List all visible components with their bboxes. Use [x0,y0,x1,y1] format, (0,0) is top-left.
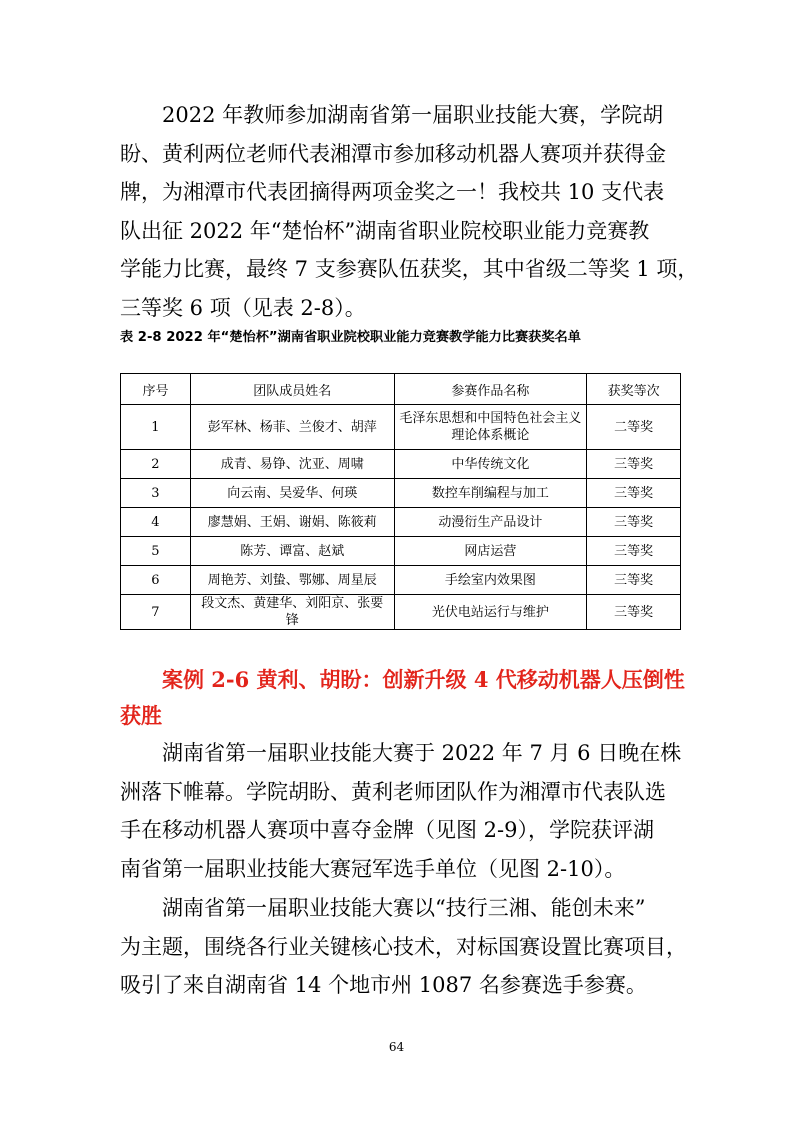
heading-line: 获胜 [120,703,162,728]
header-work-title: 参赛作品名称 [394,374,587,405]
cell-work-title: 光伏电站运行与维护 [394,595,587,630]
cell-team-members: 周艳芳、刘蛰、鄂娜、周星辰 [190,566,394,595]
header-award-level: 获奖等次 [587,374,681,405]
cell-team-members: 陈芳、谭富、赵斌 [190,537,394,566]
text-line: 手在移动机器人赛项中喜夺金牌（见图 2-9），学院获评湖 [120,818,654,843]
cell-index: 2 [121,450,191,479]
cell-award-level: 三等奖 [587,595,681,630]
text-line: 三等奖 6 项（见表 2-8）。 [120,295,366,320]
text-line: 洲落下帷幕。学院胡盼、黄利老师团队作为湘潭市代表队选 [120,779,666,804]
cell-award-level: 三等奖 [587,450,681,479]
heading-line: 案例 2-6 黄利、胡盼：创新升级 4 代移动机器人压倒性 [120,667,685,692]
awards-table [120,373,681,630]
text-line: 湖南省第一届职业技能大赛于 2022 年 7 月 6 日晚在株 [120,741,682,765]
table-row [121,537,681,566]
cell-award-level: 三等奖 [587,479,681,508]
cell-index: 5 [121,537,191,566]
cell-index: 3 [121,479,191,508]
cell-team-members: 廖慧娟、王娟、谢娟、陈筱莉 [190,508,394,537]
table-header-row [121,374,681,405]
table-caption: 表 2-8 2022 年“楚怡杯”湖南省职业院校职业能力竞赛教学能力比赛获奖名单 [120,330,581,345]
cell-award-level: 三等奖 [587,508,681,537]
cell-work-title: 网店运营 [394,537,587,566]
text-line: 队出征 2022 年“楚怡杯”湖南省职业院校职业能力竞赛教 [120,218,650,243]
cell-work-title: 数控车削编程与加工 [394,479,587,508]
intro-paragraph [120,96,699,328]
table-row [121,479,681,508]
text-line: 为主题，围绕各行业关键核心技术，对标国赛设置比赛项目， [120,934,687,959]
table-row [121,566,681,595]
cell-index: 6 [121,566,191,595]
cell-index: 7 [121,595,191,630]
cell-award-level: 二等奖 [587,405,681,450]
text-line: 南省第一届职业技能大赛冠军选手单位（见图 2-10）。 [120,856,626,881]
text-line: 牌，为湘潭市代表团摘得两项金奖之一！我校共 10 支代表 [120,180,665,205]
table-row [121,595,681,630]
cell-work-title: 动漫衍生产品设计 [394,508,587,537]
cell-team-members: 段文杰、黄建华、刘阳京、张要锋 [190,595,394,630]
table-row [121,508,681,537]
cell-index: 1 [121,405,191,450]
header-index: 序号 [121,374,191,405]
table-row [121,405,681,450]
text-line: 湖南省第一届职业技能大赛以“技行三湘、能创未来” [120,896,646,920]
cell-award-level: 三等奖 [587,566,681,595]
text-line: 盼、黄利两位老师代表湘潭市参加移动机器人赛项并获得金 [120,141,666,166]
case-heading [120,662,685,734]
theme-paragraph [120,889,687,1005]
cell-index: 4 [121,508,191,537]
cell-award-level: 三等奖 [587,537,681,566]
cell-work-title: 中华传统文化 [394,450,587,479]
cell-work-title: 手绘室内效果图 [394,566,587,595]
cell-team-members: 彭军林、杨菲、兰俊才、胡萍 [190,405,394,450]
cell-team-members: 成青、易铮、沈亚、周啸 [190,450,394,479]
table-row [121,450,681,479]
text-line: 2022 年教师参加湖南省第一届职业技能大赛，学院胡 [120,103,664,127]
text-line: 学能力比赛，最终 7 支参赛队伍获奖，其中省级二等奖 1 项， [120,257,699,282]
header-team-members: 团队成员姓名 [190,374,394,405]
case-paragraph [120,734,680,888]
text-line: 吸引了来自湖南省 14 个地市州 1087 名参赛选手参赛。 [120,973,647,998]
cell-work-title: 毛泽东思想和中国特色社会主义理论体系概论 [394,405,587,450]
cell-team-members: 向云南、吴爱华、何瑛 [190,479,394,508]
page-number: 64 [388,1040,405,1054]
